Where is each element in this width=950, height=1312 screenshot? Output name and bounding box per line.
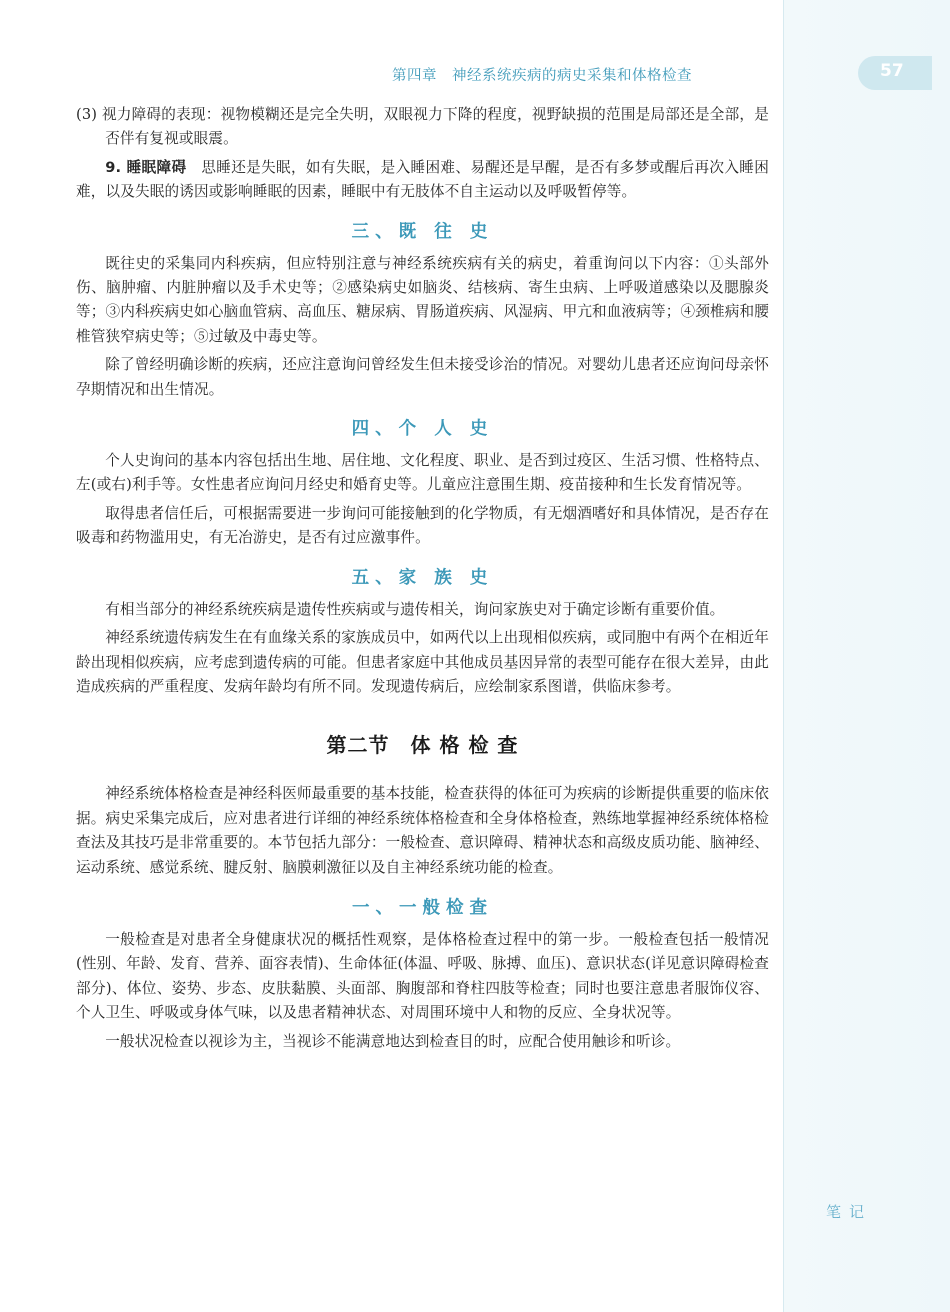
margin-divider bbox=[783, 0, 784, 1312]
heading-personal-history: 四、个 人 史 bbox=[351, 419, 494, 440]
heading-past-history: 三、既 往 史 bbox=[351, 221, 494, 242]
heading-family-history: 五、家 族 史 bbox=[351, 567, 494, 588]
paragraph-vision: (3) 视力障碍的表现：视物模糊还是完全失明，双眼视力下降的程度，视野缺损的范围是局部还是全部，是否伴有复视或眼震。 bbox=[76, 106, 769, 148]
paragraph-past-history: 既往史的采集同内科疾病，但应特别注意与神经系统疾病有关的病史，着重询问以下内容：①头部外伤、脑肿瘤、内脏肿瘤以及手术史等；②感染病史如脑炎、结核病、寄生虫病、上呼吸道感染以及腮腺炎等；③内科疾病史如心脑血管病、高血压、糖尿病、胃肠道疾病、风湿病、甲亢和血液病等；④颈椎病和腰椎管狭窄病史等；⑤过敏及中毒史等。 bbox=[76, 254, 769, 345]
paragraph-personal-trust: 取得患者信任后，可根据需要进一步询问可能接触到的化学物质，有无烟酒嗜好和具体情况，是否存在吸毒和药物滥用史，有无冶游史，是否有过应激事件。 bbox=[76, 504, 769, 547]
paragraph-undiagnosed: 除了曾经明确诊断的疾病，还应注意询问曾经发生但未接受诊治的情况。对婴幼儿患者还应询问母亲怀孕期情况和出生情况。 bbox=[76, 356, 769, 398]
page-number: 57 bbox=[880, 61, 904, 81]
page-body bbox=[76, 103, 769, 1054]
sleep-lead: 9. 睡眠障碍 bbox=[105, 158, 187, 176]
running-header: 第四章 神经系统疾病的病史采集和体格检查 bbox=[392, 68, 692, 84]
paragraph-personal-basic: 个人史询问的基本内容包括出生地、居住地、文化程度、职业、是否到过疫区、生活习惯、性格特点、左(或右)利手等。女性患者应询问月经史和婚育史等。儿童应注意围生期、疫苗接种和生长发育情况等。 bbox=[76, 452, 769, 494]
paragraph-exam-intro: 神经系统体格检查是神经科医师最重要的基本技能，检查获得的体征可为疾病的诊断提供重要的临床依据。病史采集完成后，应对患者进行详细的神经系统体格检查和全身体格检查，熟练地掌握神经系统体格检查法及其技巧是非常重要的。本节包括九部分：一般检查、意识障碍、精神状态和高级皮质功能、脑神经、运动系统、感觉系统、腱反射、脑膜刺激征以及自主神经系统功能的检查。 bbox=[76, 785, 769, 876]
notes-margin bbox=[784, 0, 950, 1312]
paragraph-sleep bbox=[76, 156, 769, 205]
sleep-text: 思睡还是失眠，如有失眠，是入睡困难、易醒还是早醒，是否有多梦或醒后再次入睡困难，以及失眠的诱因或影响睡眠的因素，睡眠中有无肢体不自主运动以及呼吸暂停等。 bbox=[76, 158, 769, 201]
paragraph-family-hereditary: 神经系统遗传病发生在有血缘关系的家族成员中，如两代以上出现相似疾病，或同胞中有两个在相近年龄出现相似疾病，应考虑到遗传病的可能。但患者家庭中其他成员基因异常的表型可能存在很大差异，由此造成疾病的严重程度、发病年龄均有所不同。发现遗传病后，应绘制家系图谱，供临床参考。 bbox=[76, 629, 769, 695]
paragraph-family-genetic: 有相当部分的神经系统疾病是遗传性疾病或与遗传相关，询问家族史对于确定诊断有重要价值。 bbox=[105, 600, 725, 618]
heading-general-exam: 一、一般检查 bbox=[352, 897, 493, 918]
section-title-physical-exam: 第二节 体 格 检 查 bbox=[326, 733, 519, 758]
paragraph-general-exam: 一般检查是对患者全身健康状况的概括性观察，是体格检查过程中的第一步。一般检查包括一般情况(性别、年龄、发育、营养、面容表情)、生命体征(体温、呼吸、脉搏、血压)、意识状态(详见意识障碍检查部分)、体位、姿势、步态、皮肤黏膜、头面部、胸腹部和脊柱四肢等检查；同时也要注意患者服饰仪容、个人卫生、呼吸或身体气味，以及患者精神状态、对周围环境中人和物的反应、全身状况等。 bbox=[76, 930, 769, 1022]
paragraph-inspection: 一般状况检查以视诊为主，当视诊不能满意地达到检查目的时，应配合使用触诊和听诊。 bbox=[105, 1032, 681, 1050]
notes-label: 笔记 bbox=[826, 1203, 873, 1221]
